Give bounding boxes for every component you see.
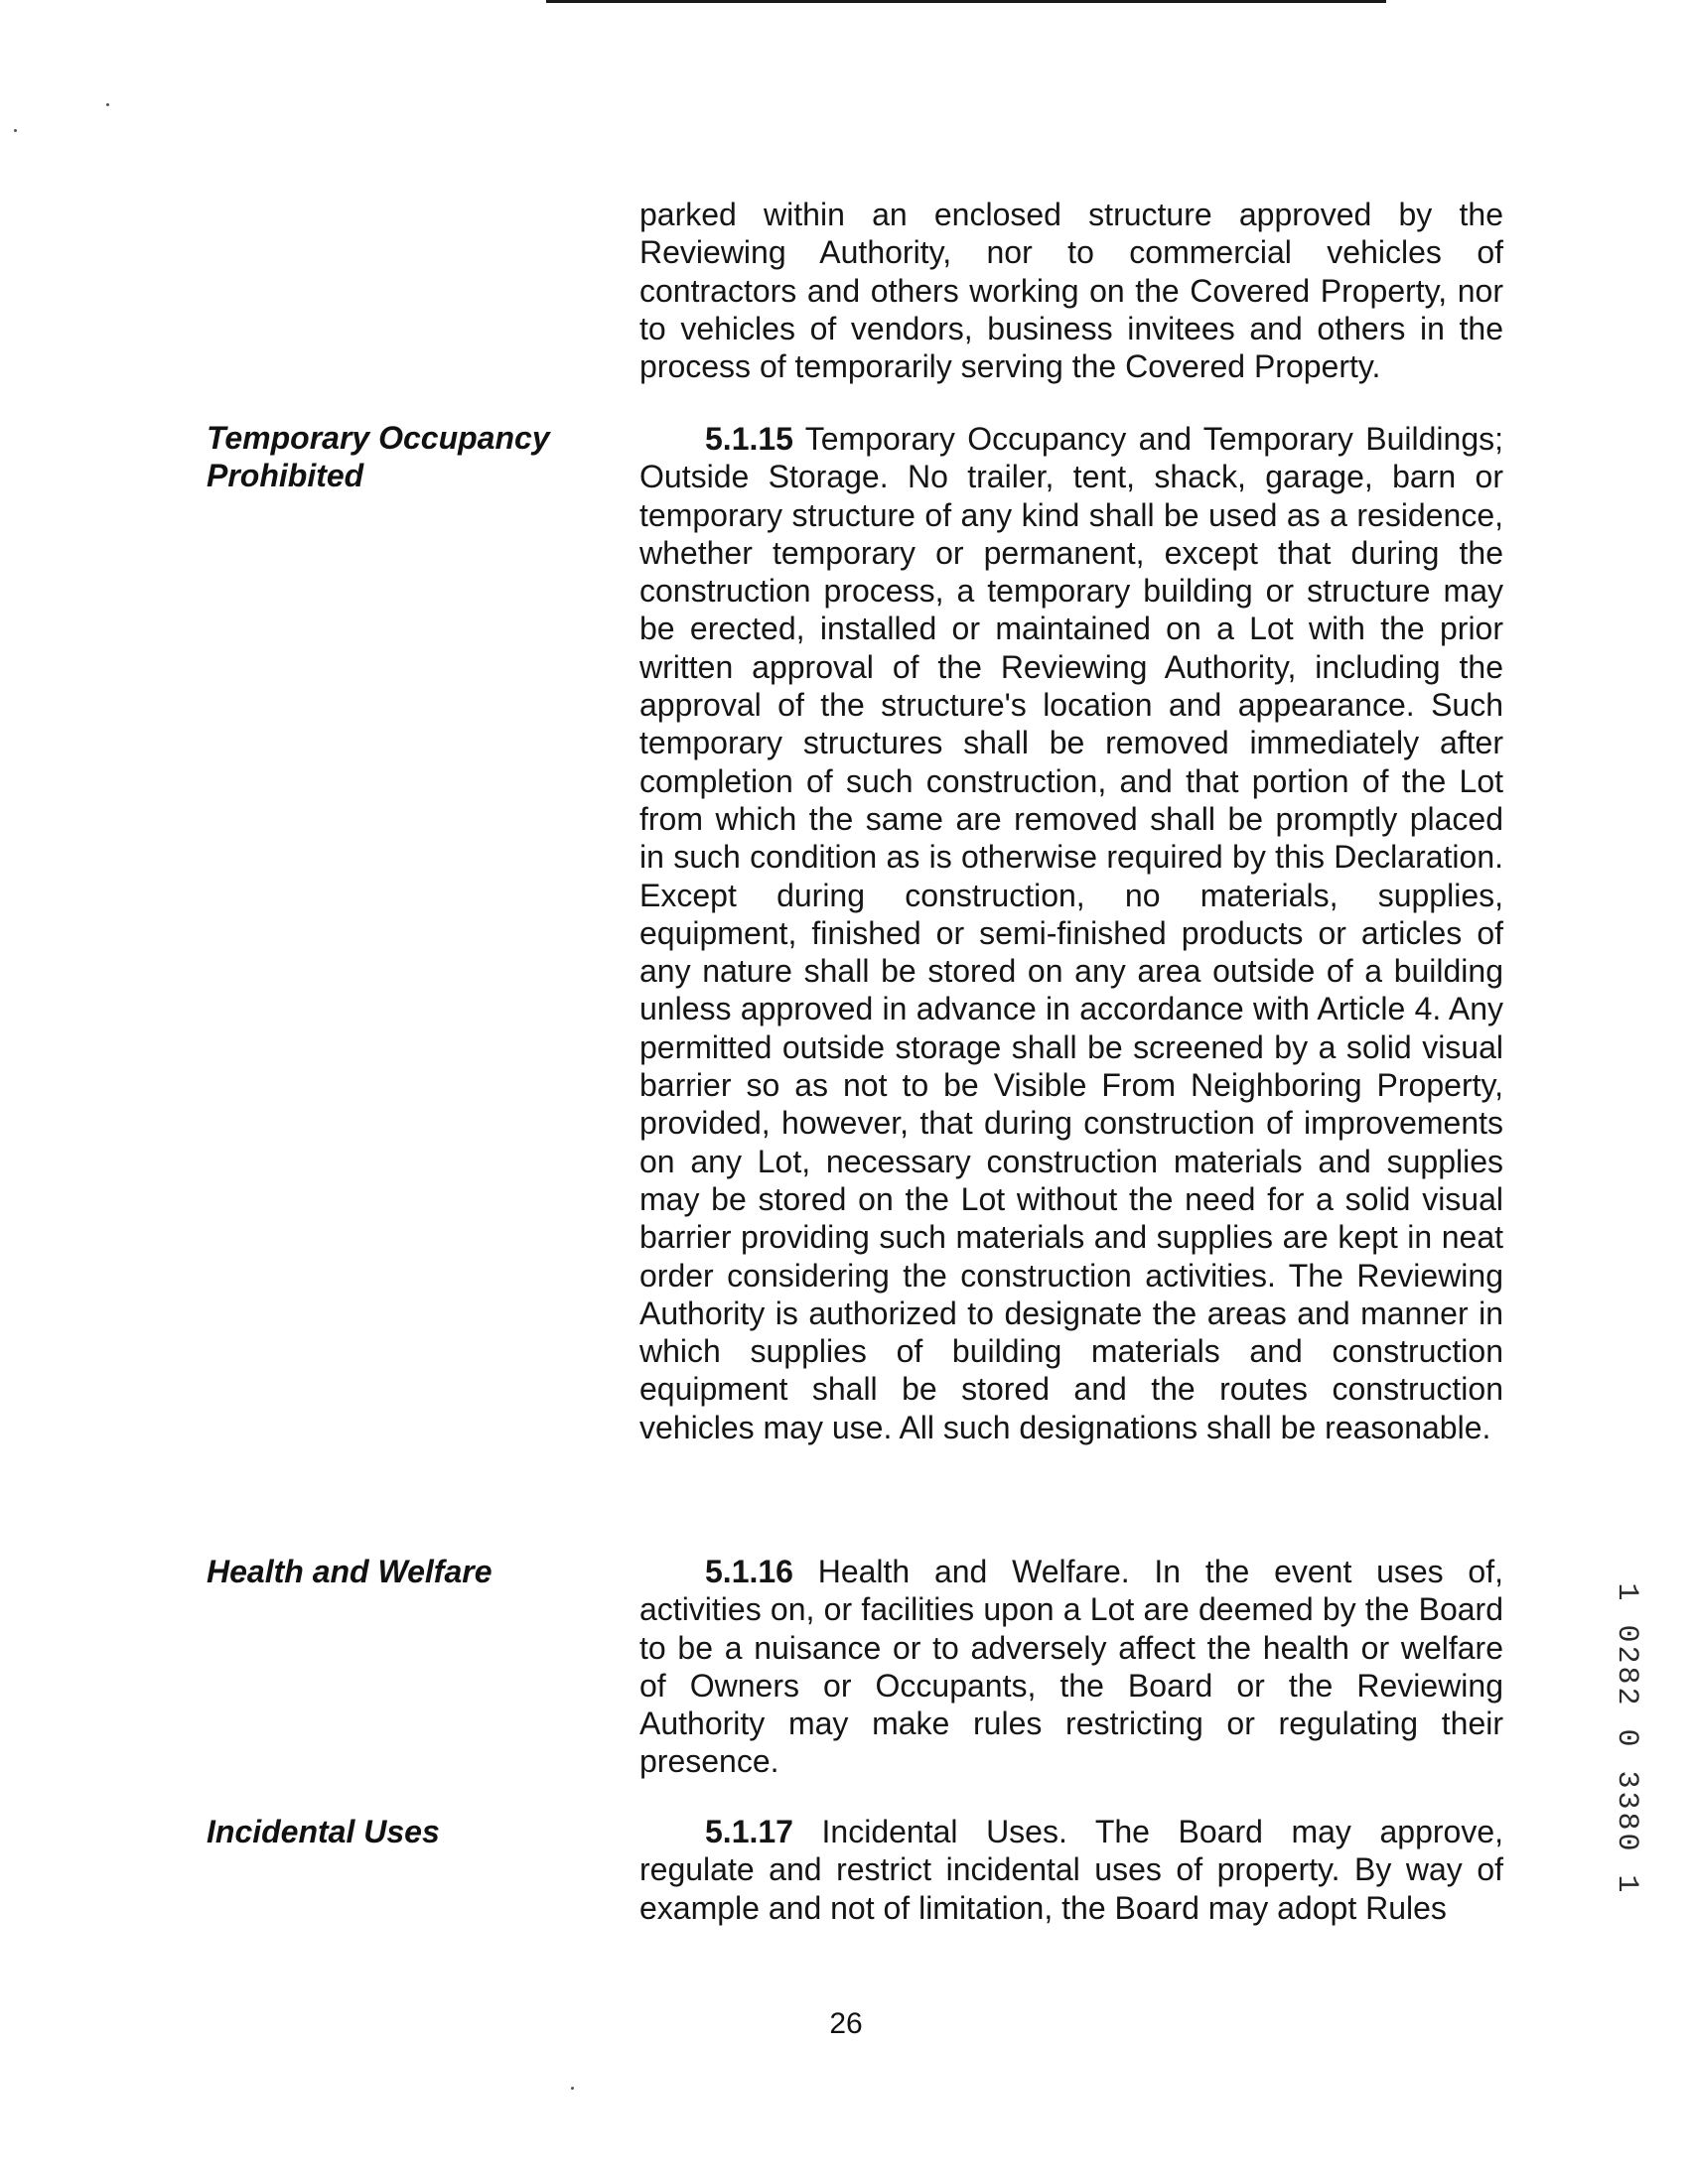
- scan-speck: [106, 103, 109, 106]
- sidehead-line: Prohibited: [207, 458, 364, 493]
- section-text: Health and Welfare. In the event uses of, activities on, or facilities upon a Lot are deemed by the Board to be a nuisance or to adversely affect the health or welfare of Owners or Occupants, the Board or the Reviewing Authority may make rules restricting or regulating their presence.: [639, 1554, 1504, 1780]
- sidehead-temporary-occupancy: [207, 419, 604, 494]
- section-5-1-16: [639, 1553, 1503, 1781]
- section-number: 5.1.17: [705, 1814, 793, 1849]
- section-number: 5.1.16: [705, 1554, 793, 1589]
- scan-speck: [571, 2087, 574, 2090]
- sidehead-health-welfare: [207, 1553, 604, 1590]
- sidehead-incidental-uses: [207, 1813, 604, 1850]
- continuation-paragraph: [639, 196, 1503, 385]
- side-stamp: [1607, 1582, 1646, 1896]
- section-text: Incidental Uses. The Board may approve, regulate and restrict incidental uses of property. By way of example and not of limitation, the Board may adopt Rules: [639, 1814, 1504, 1926]
- section-5-1-15: [639, 420, 1503, 1446]
- continuation-text: parked within an enclosed structure approved by the Reviewing Authority, nor to commercial vehicles of contractors and others working on the Covered Property, nor to vehicles of vendors, business invitees and others in the process of temporarily serving the Covered Property.: [639, 197, 1503, 385]
- page-number: 26: [829, 2007, 863, 2040]
- scan-speck: [14, 129, 17, 132]
- section-text: Temporary Occupancy and Temporary Buildings; Outside Storage. No trailer, tent, shack, garage, barn or temporary structure of any kind shall be used as a residence, whether temporary or permanent, except that during the construction process, a temporary building or structure may be erected, installed or maintained on a Lot with the prior written approval of the Reviewing Authority, including the approval of the structure's location and appearance. Such temporary structures shall be removed immediately after completion of such construction, and that portion of the Lot from which the same are removed shall be promptly placed in such condition as is otherwise required by this Declaration. Except during construction, no materials, supplies, equipment, finished or semi-finished products or articles of any nature shall be stored on any area outside of a building unless approved in advance in accordance with Article 4. Any permitted outside storage shall be screened by a solid visual barrier so as not to be Visible From Neighboring Property, provided, however, that during construction of improvements on any Lot, necessary construction materials and supplies may be stored on the Lot without the need for a solid visual barrier providing such materials and supplies are kept in neat order considering the construction activities. The Reviewing Authority is authorized to designate the areas and manner in which supplies of building materials and construction equipment shall be stored and the routes construction vehicles may use. All such designations shall be reasonable.: [639, 421, 1504, 1445]
- sidehead-line: Health and Welfare: [207, 1554, 493, 1589]
- side-stamp-text: 1 0282 0 3380 1: [1610, 1582, 1643, 1896]
- section-5-1-17: [639, 1813, 1503, 1927]
- section-number: 5.1.15: [705, 421, 793, 457]
- top-rule: [546, 0, 1386, 3]
- sidehead-line: Temporary Occupancy: [207, 420, 550, 456]
- sidehead-line: Incidental Uses: [207, 1814, 440, 1849]
